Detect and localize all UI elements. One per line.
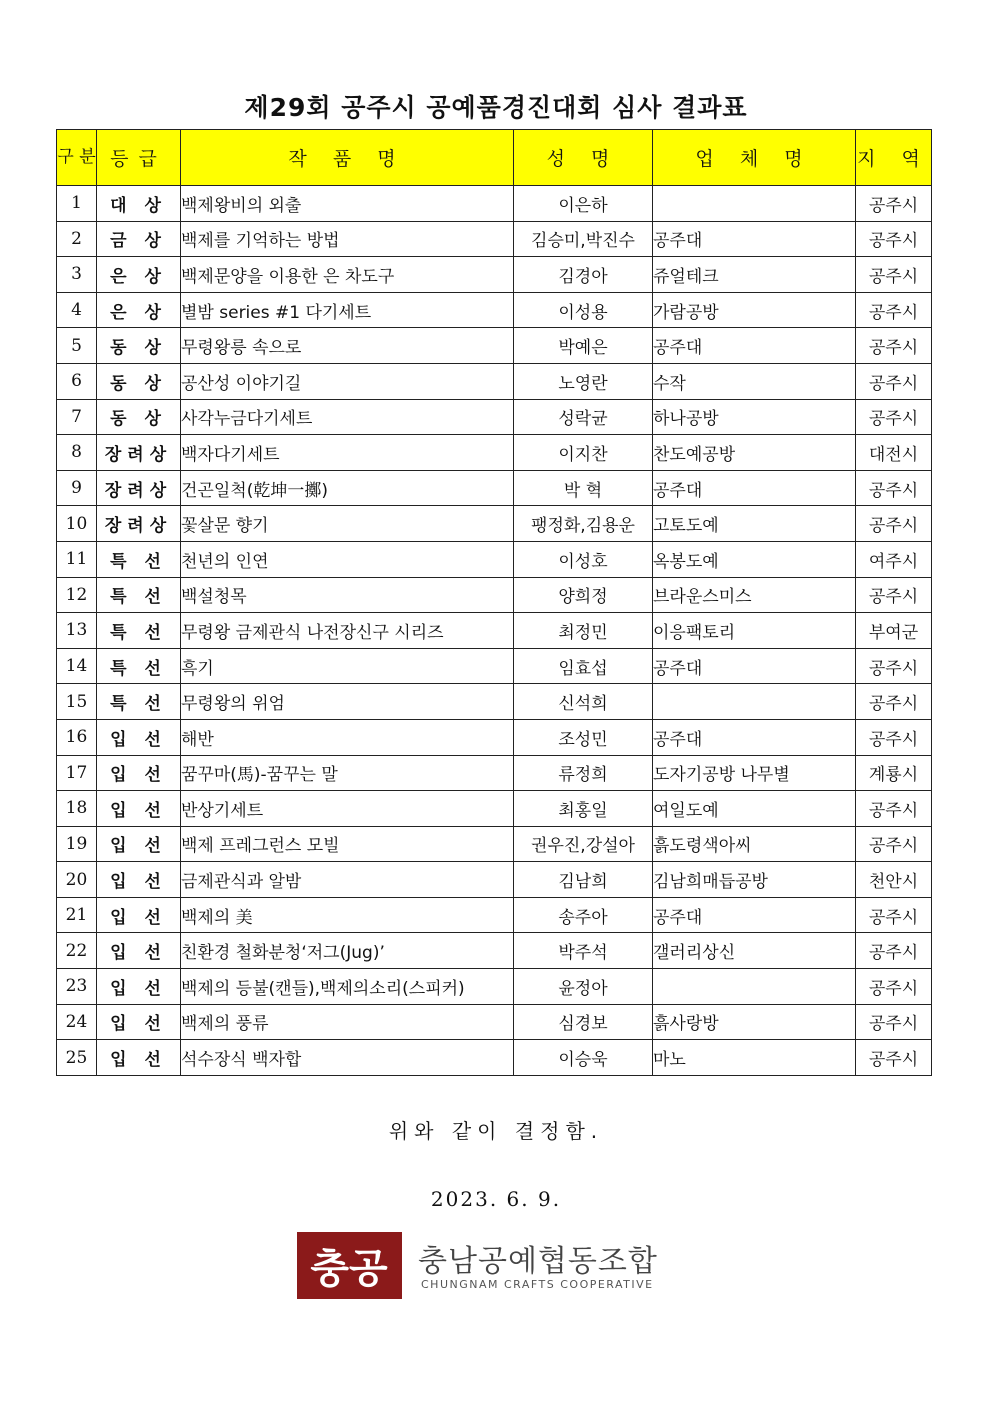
table-header-row — [57, 130, 932, 186]
cell-company: 공주대 — [653, 221, 856, 257]
header-name: 성 명 — [514, 130, 653, 186]
cell-grade: 동 상 — [97, 399, 181, 435]
cell-no: 2 — [57, 221, 97, 257]
cell-name: 신석희 — [514, 684, 653, 720]
cell-work: 백제를 기억하는 방법 — [181, 221, 514, 257]
header-grade: 등급 — [97, 130, 181, 186]
cell-company: 여일도예 — [653, 791, 856, 827]
table-row — [57, 755, 932, 791]
cell-grade: 입 선 — [97, 826, 181, 862]
cell-company — [653, 969, 856, 1005]
cell-no: 15 — [57, 684, 97, 720]
table-row — [57, 613, 932, 649]
cell-region: 천안시 — [856, 862, 932, 898]
cell-company: 김남희매듭공방 — [653, 862, 856, 898]
cell-region: 공주시 — [856, 969, 932, 1005]
table-row — [57, 1040, 932, 1076]
table-row — [57, 541, 932, 577]
cell-grade: 특 선 — [97, 577, 181, 613]
cell-company: 가람공방 — [653, 292, 856, 328]
cell-work: 흑기 — [181, 648, 514, 684]
cell-grade: 입 선 — [97, 719, 181, 755]
table-row — [57, 648, 932, 684]
cell-no: 17 — [57, 755, 97, 791]
cell-work: 백자다기세트 — [181, 435, 514, 471]
results-table — [56, 129, 932, 1076]
cell-region: 공주시 — [856, 897, 932, 933]
cell-name: 심경보 — [514, 1004, 653, 1040]
cell-region: 공주시 — [856, 826, 932, 862]
table-row — [57, 221, 932, 257]
cell-no: 22 — [57, 933, 97, 969]
cell-work: 별밤 series #1 다기세트 — [181, 292, 514, 328]
cell-no: 6 — [57, 363, 97, 399]
cell-company: 브라운스미스 — [653, 577, 856, 613]
cell-work: 백제의 등불(캔들),백제의소리(스피커) — [181, 969, 514, 1005]
table-row — [57, 257, 932, 293]
cell-region: 공주시 — [856, 648, 932, 684]
table-row — [57, 791, 932, 827]
cell-work: 천년의 인연 — [181, 541, 514, 577]
cell-work: 백제의 풍류 — [181, 1004, 514, 1040]
cell-grade: 입 선 — [97, 755, 181, 791]
cell-name: 이성호 — [514, 541, 653, 577]
table-row — [57, 328, 932, 364]
cell-no: 11 — [57, 541, 97, 577]
cell-name: 김승미,박진수 — [514, 221, 653, 257]
header-work: 작 품 명 — [181, 130, 514, 186]
cell-name: 노영란 — [514, 363, 653, 399]
cell-grade: 입 선 — [97, 933, 181, 969]
cell-company — [653, 186, 856, 222]
cell-company: 갤러리상신 — [653, 933, 856, 969]
cell-company: 공주대 — [653, 328, 856, 364]
cell-company: 흙사랑방 — [653, 1004, 856, 1040]
cell-region: 계룡시 — [856, 755, 932, 791]
cell-region: 공주시 — [856, 506, 932, 542]
cell-work: 사각누금다기세트 — [181, 399, 514, 435]
cell-name: 이승욱 — [514, 1040, 653, 1076]
cell-work: 공산성 이야기길 — [181, 363, 514, 399]
cell-no: 9 — [57, 470, 97, 506]
cell-no: 24 — [57, 1004, 97, 1040]
cell-work: 백제 프레그런스 모빌 — [181, 826, 514, 862]
cell-work: 반상기세트 — [181, 791, 514, 827]
cell-grade: 입 선 — [97, 862, 181, 898]
cell-name: 윤정아 — [514, 969, 653, 1005]
decision-date: 2023. 6. 9. — [430, 1187, 562, 1211]
cell-name: 성락균 — [514, 399, 653, 435]
cell-company: 옥봉도예 — [653, 541, 856, 577]
cell-no: 10 — [57, 506, 97, 542]
cell-grade: 장려상 — [97, 470, 181, 506]
cell-company: 도자기공방 나무별 — [653, 755, 856, 791]
cell-region: 공주시 — [856, 719, 932, 755]
cell-region: 대전시 — [856, 435, 932, 471]
cell-name: 양희정 — [514, 577, 653, 613]
cell-name: 팽정화,김용운 — [514, 506, 653, 542]
cell-name: 조성민 — [514, 719, 653, 755]
cell-work: 백제왕비의 외출 — [181, 186, 514, 222]
cell-region: 공주시 — [856, 221, 932, 257]
cell-no: 14 — [57, 648, 97, 684]
cell-no: 20 — [57, 862, 97, 898]
cell-work: 친환경 철화분청‘저그(Jug)’ — [181, 933, 514, 969]
cell-work: 무령왕 금제관식 나전장신구 시리즈 — [181, 613, 514, 649]
table-row — [57, 577, 932, 613]
table-row — [57, 933, 932, 969]
cell-company: 쥬얼테크 — [653, 257, 856, 293]
cell-no: 21 — [57, 897, 97, 933]
cell-grade: 장려상 — [97, 506, 181, 542]
cell-name: 이지찬 — [514, 435, 653, 471]
table-row — [57, 719, 932, 755]
cell-region: 공주시 — [856, 328, 932, 364]
cell-grade: 장려상 — [97, 435, 181, 471]
cell-region: 공주시 — [856, 257, 932, 293]
cell-work: 건곤일척(乾坤一擲) — [181, 470, 514, 506]
cell-work: 백설청목 — [181, 577, 514, 613]
cell-region: 공주시 — [856, 791, 932, 827]
cell-company: 이응팩토리 — [653, 613, 856, 649]
cell-name: 최정민 — [514, 613, 653, 649]
cell-region: 공주시 — [856, 933, 932, 969]
table-row — [57, 435, 932, 471]
cell-work: 꿈꾸마(馬)-꿈꾸는 말 — [181, 755, 514, 791]
org-logo — [297, 1232, 402, 1299]
table-row — [57, 897, 932, 933]
table-row — [57, 1004, 932, 1040]
cell-company: 공주대 — [653, 897, 856, 933]
org-english-name: CHUNGNAM CRAFTS COOPERATIVE — [421, 1278, 654, 1291]
table-row — [57, 684, 932, 720]
cell-name: 김남희 — [514, 862, 653, 898]
cell-no: 1 — [57, 186, 97, 222]
cell-no: 16 — [57, 719, 97, 755]
cell-grade: 특 선 — [97, 541, 181, 577]
cell-work: 무령왕의 위엄 — [181, 684, 514, 720]
cell-company: 공주대 — [653, 648, 856, 684]
cell-work: 석수장식 백자합 — [181, 1040, 514, 1076]
table-row — [57, 292, 932, 328]
table-row — [57, 969, 932, 1005]
cell-no: 3 — [57, 257, 97, 293]
cell-company: 공주대 — [653, 719, 856, 755]
cell-no: 5 — [57, 328, 97, 364]
cell-grade: 입 선 — [97, 897, 181, 933]
cell-company — [653, 684, 856, 720]
cell-no: 12 — [57, 577, 97, 613]
cell-name: 최홍일 — [514, 791, 653, 827]
table-row — [57, 363, 932, 399]
cell-name: 이성용 — [514, 292, 653, 328]
cell-grade: 입 선 — [97, 1004, 181, 1040]
org-name: 충남공예협동조합 — [418, 1244, 658, 1279]
table-row — [57, 399, 932, 435]
cell-work: 백제의 美 — [181, 897, 514, 933]
cell-grade: 은 상 — [97, 257, 181, 293]
cell-work: 백제문양을 이용한 은 차도구 — [181, 257, 514, 293]
cell-no: 13 — [57, 613, 97, 649]
page-title: 제29회 공주시 공예품경진대회 심사 결과표 — [244, 93, 748, 122]
cell-region: 공주시 — [856, 684, 932, 720]
cell-region: 공주시 — [856, 1004, 932, 1040]
cell-work: 무령왕릉 속으로 — [181, 328, 514, 364]
header-company: 업 체 명 — [653, 130, 856, 186]
cell-name: 박주석 — [514, 933, 653, 969]
cell-name: 권우진,강설아 — [514, 826, 653, 862]
cell-region: 여주시 — [856, 541, 932, 577]
cell-company: 흙도령색아씨 — [653, 826, 856, 862]
table-row — [57, 506, 932, 542]
cell-no: 18 — [57, 791, 97, 827]
cell-name: 류정희 — [514, 755, 653, 791]
cell-name: 박 혁 — [514, 470, 653, 506]
cell-name: 김경아 — [514, 257, 653, 293]
cell-company: 수작 — [653, 363, 856, 399]
cell-no: 8 — [57, 435, 97, 471]
table-row — [57, 862, 932, 898]
cell-company: 공주대 — [653, 470, 856, 506]
table-row — [57, 186, 932, 222]
cell-grade: 대 상 — [97, 186, 181, 222]
cell-company: 하나공방 — [653, 399, 856, 435]
header-region: 지 역 — [856, 130, 932, 186]
cell-grade: 입 선 — [97, 969, 181, 1005]
cell-grade: 특 선 — [97, 613, 181, 649]
cell-no: 25 — [57, 1040, 97, 1076]
cell-company: 찬도예공방 — [653, 435, 856, 471]
decision-text: 위와 같이 결정함. — [388, 1119, 604, 1143]
cell-grade: 동 상 — [97, 363, 181, 399]
cell-grade: 입 선 — [97, 1040, 181, 1076]
cell-region: 공주시 — [856, 470, 932, 506]
cell-grade: 특 선 — [97, 684, 181, 720]
cell-name: 임효섭 — [514, 648, 653, 684]
cell-name: 이은하 — [514, 186, 653, 222]
cell-grade: 특 선 — [97, 648, 181, 684]
cell-grade: 동 상 — [97, 328, 181, 364]
cell-region: 공주시 — [856, 292, 932, 328]
cell-region: 부여군 — [856, 613, 932, 649]
cell-no: 4 — [57, 292, 97, 328]
cell-no: 7 — [57, 399, 97, 435]
cell-work: 금제관식과 알밤 — [181, 862, 514, 898]
cell-grade: 은 상 — [97, 292, 181, 328]
table-row — [57, 470, 932, 506]
cell-name: 박예은 — [514, 328, 653, 364]
cell-work: 꽃살문 향기 — [181, 506, 514, 542]
cell-work: 해반 — [181, 719, 514, 755]
logo-text: 충공 — [310, 1246, 388, 1292]
cell-company: 마노 — [653, 1040, 856, 1076]
cell-no: 23 — [57, 969, 97, 1005]
table-row — [57, 826, 932, 862]
cell-name: 송주아 — [514, 897, 653, 933]
cell-company: 고토도예 — [653, 506, 856, 542]
cell-grade: 입 선 — [97, 791, 181, 827]
cell-no: 19 — [57, 826, 97, 862]
header-no: 구 분 — [57, 130, 97, 186]
cell-region: 공주시 — [856, 1040, 932, 1076]
cell-region: 공주시 — [856, 363, 932, 399]
cell-region: 공주시 — [856, 577, 932, 613]
cell-region: 공주시 — [856, 186, 932, 222]
cell-grade: 금 상 — [97, 221, 181, 257]
cell-region: 공주시 — [856, 399, 932, 435]
